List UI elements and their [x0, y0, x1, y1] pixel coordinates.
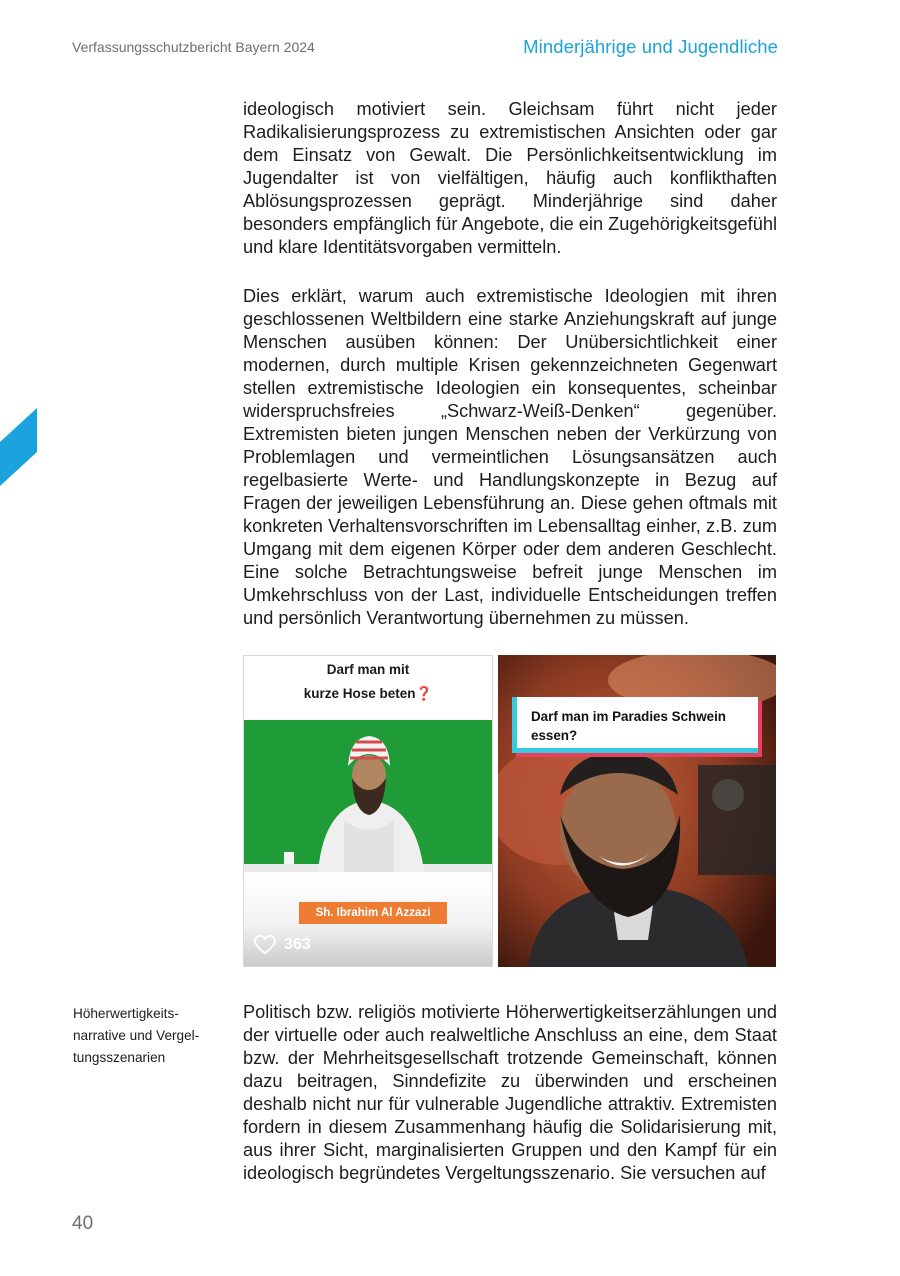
page-number: 40 [72, 1213, 94, 1234]
likes-count: 363 [284, 936, 311, 953]
heart-icon [254, 935, 276, 955]
video-screenshot-left [243, 655, 493, 967]
question-mark-icon: ❓ [415, 686, 433, 701]
paragraph-2: Dies erklärt, warum auch extremistische Ideologien mit ihren geschlossenen Weltbildern eine starke Anziehungskraft auf junge Menschen ausüben können: Der Unübersichtlichkeit einer modernen, durch multiple Krisen gekennzeichneten Gegenwart stellen extremistische Ideologien ein konsequentes, scheinbar widerspruchsfreies „Schwarz-Weiß-Denken“ gegenüber. Extremisten bieten jungen Menschen neben der Verkürzung von Problemlagen und vermeintlichen Lösungsansätzen auch regelbasierte Werte- und Handlungskonzepte in Bezug auf Fragen der jeweiligen Lebensführung an. Diese gehen oftmals mit konkreten Verhaltensvorschriften im Lebensalltag einher, z.B. zum Umgang mit dem eigenen Körper oder dem anderen Geschlecht. Eine solche Betrachtungsweise befreit junge Menschen im Umkehrschluss von der Last, individuelle Entscheidungen treffen und persönlich Verantwortung übernehmen zu müssen. [243, 286, 777, 628]
paragraph-1: ideologisch motiviert sein. Gleichsam führt nicht jeder Radikalisierungsprozess zu extremistischen Ansichten oder gar dem Einsatz von Gewalt. Die Persönlichkeitsentwicklung im Jugendalter ist von vielfältigen, häufig auch konflikthaften Ablösungsprozessen geprägt. Minderjährige sind daher besonders empfänglich für Angebote, die ein Zugehörigkeitsgefühl und klare Identitätsvorgaben vermitteln. [243, 99, 777, 257]
video-screenshot-right [498, 655, 776, 967]
caption-line-2-text: kurze Hose beten [303, 686, 416, 701]
header-section-title: Minderjährige und Jugendliche [523, 36, 778, 57]
side-tab-marker [0, 408, 37, 486]
margin-note: Höherwertigkeits-narrative und Vergel-tungsszenarien [73, 1006, 200, 1065]
paragraph-3: Politisch bzw. religiös motivierte Höherwertigkeitserzählungen und der virtuelle oder auch realweltliche Anschluss an eine, dem Staat bzw. der Mehrheitsgesellschaft trotzende Gemeinschaft, können dazu beitragen, Sinndefizite zu überwinden und erscheinen deshalb nicht nur für vulnerable Jugendliche attraktiv. Extremisten fordern in diesem Zusammenhang häufig die Solidarisierung mit, aus ihrer Sicht, marginalisierten Gruppen und den Kampf für ein ideologisch begründetes Vergeltungsszenario. Sie versuchen auf [243, 1002, 777, 1183]
header-report-title: Verfassungsschutzbericht Bayern 2024 [72, 39, 315, 55]
video-title-box [512, 697, 758, 753]
speaker-figure [244, 720, 492, 872]
speaker-name-badge: Sh. Ibrahim Al Azzazi [299, 902, 447, 924]
likes-counter [254, 935, 311, 955]
caption-line-1: Darf man mit [326, 662, 410, 677]
caption-line-2 [244, 682, 492, 706]
video-title: Darf man im Paradies Schwein essen? [531, 709, 726, 743]
